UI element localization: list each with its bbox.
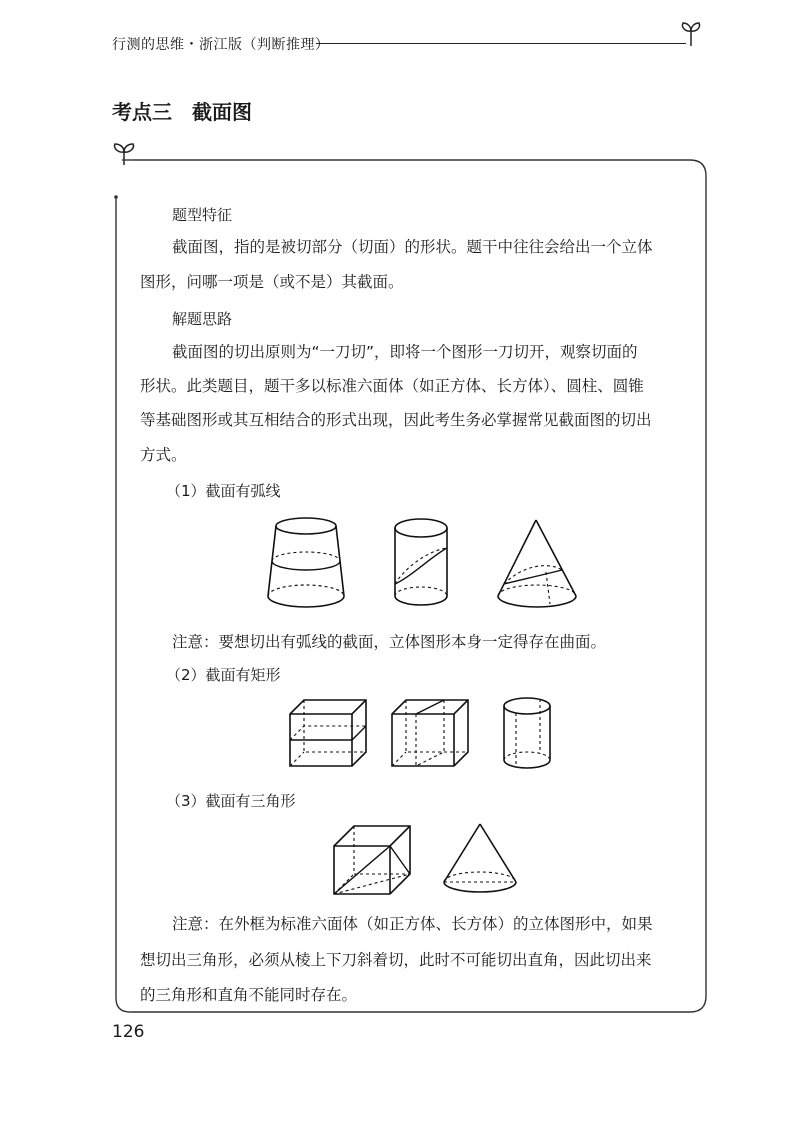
cube-horizontal-cut-figure xyxy=(286,696,372,772)
cylinder-figure xyxy=(392,516,452,616)
feature-paragraph-line: 截面图，指的是被切部分（切面）的形状。题干中往往会给出一个立体 xyxy=(172,238,653,256)
note-paragraph-line: 想切出三角形，必须从棱上下刀斜着切，此时不可能切出直角，因此切出来 xyxy=(140,951,652,969)
cube-vertical-cut-figure xyxy=(388,696,474,772)
note-paragraph: 注意：要想切出有弧线的截面，立体图形本身一定得存在曲面。 xyxy=(172,633,607,651)
approach-paragraph-line: 形状。此类题目，题干多以标准六面体（如正方体、长方体）、圆柱、圆锥 xyxy=(140,377,644,395)
approach-paragraph-line: 等基础图形或其互相结合的形式出现，因此考生务必掌握常见截面图的切出 xyxy=(140,411,652,429)
approach-paragraph-line: 截面图的切出原则为“一刀切”，即将一个图形一刀切开，观察切面的 xyxy=(172,343,638,361)
cube-corner-cut-figure xyxy=(330,822,414,898)
cone-figure xyxy=(494,518,580,614)
case2-heading: （2）截面有矩形 xyxy=(166,666,281,684)
case1-heading: （1）截面有弧线 xyxy=(166,482,281,500)
case3-heading: （3）截面有三角形 xyxy=(166,792,296,810)
note-paragraph-line: 注意：在外框为标准六面体（如正方体、长方体）的立体图形中，如果 xyxy=(172,915,653,933)
cylinder-vertical-cut-figure xyxy=(500,694,556,774)
page-number: 126 xyxy=(112,1022,145,1042)
feature-heading: 题型特征 xyxy=(172,206,233,224)
note-paragraph-line: 的三角形和直角不能同时存在。 xyxy=(140,986,358,1004)
feature-paragraph-line: 图形，问哪一项是（或不是）其截面。 xyxy=(140,273,404,291)
approach-heading: 解题思路 xyxy=(172,310,233,328)
cone-axial-cut-figure xyxy=(440,822,520,898)
running-head: 行测的思维・浙江版（判断推理） xyxy=(112,37,330,53)
section-title: 考点三 截面图 xyxy=(112,100,252,124)
truncated-cone-figure xyxy=(264,516,348,616)
approach-paragraph-line: 方式。 xyxy=(140,446,187,464)
